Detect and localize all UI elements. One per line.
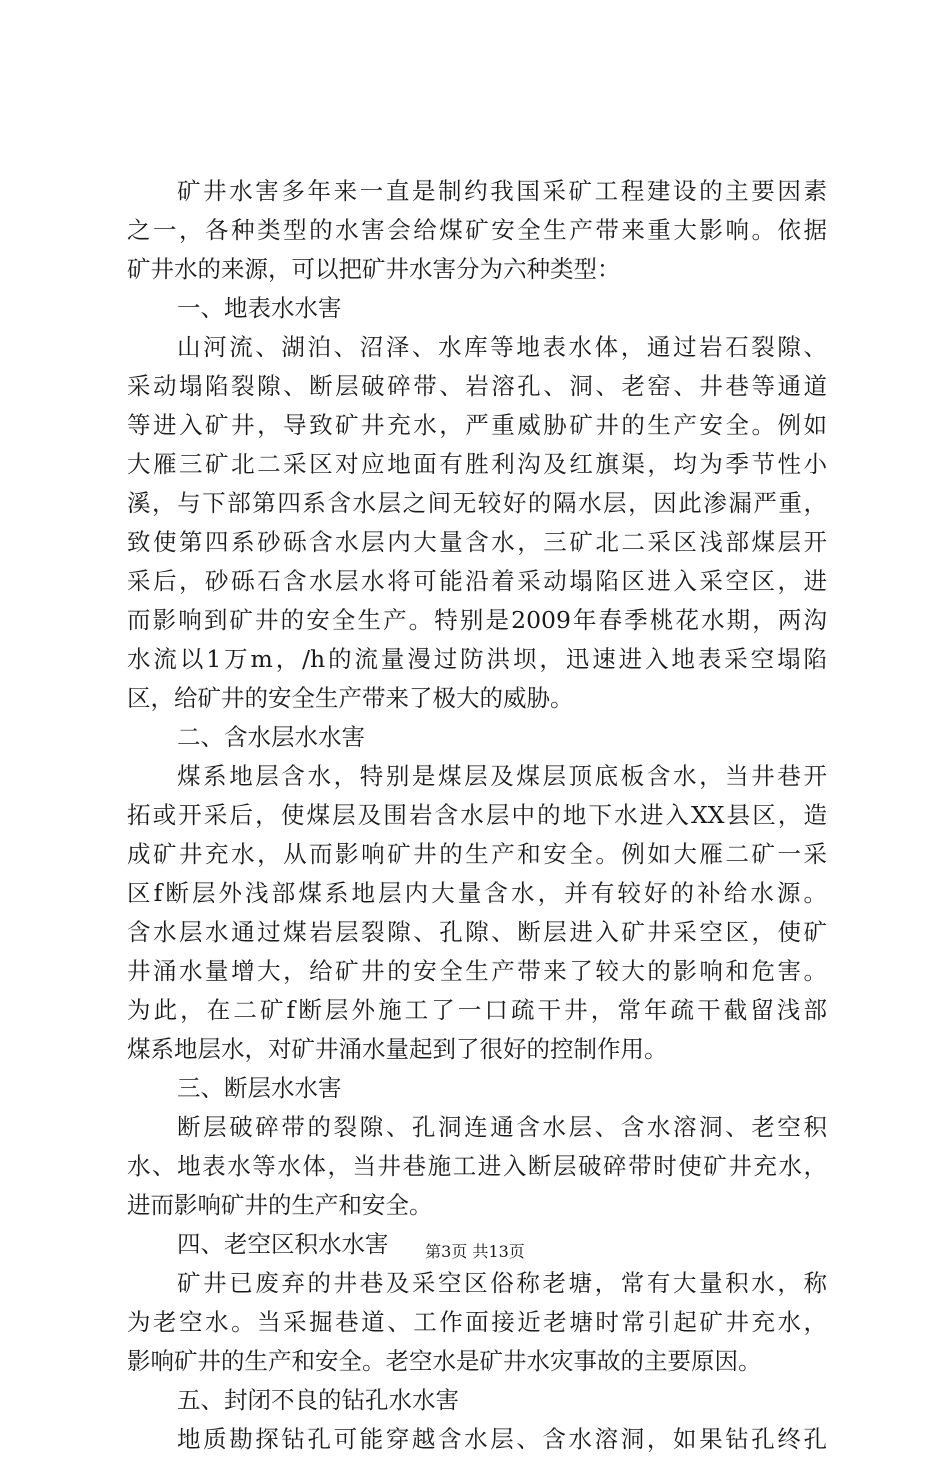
text-line: 之一，各种类型的水害会给煤矿安全生产带来重大影响。依据 xyxy=(127,216,827,244)
section-heading: 一、地表水水害 xyxy=(177,294,342,322)
text-line: 断层破碎带的裂隙、孔洞连通含水层、含水溶洞、老空积 xyxy=(177,1113,827,1141)
section-heading: 五、封闭不良的钻孔水水害 xyxy=(177,1386,459,1414)
text-line: 煤系地层水，对矿井涌水量起到了很好的控制作用。 xyxy=(127,1035,668,1063)
text-line: 矿井水害多年来一直是制约我国采矿工程建设的主要因素 xyxy=(177,177,827,205)
text-line: 为老空水。当采掘巷道、工作面接近老塘时常引起矿井充水， xyxy=(127,1308,827,1336)
text-line: 成矿井充水，从而影响矿井的生产和安全。例如大雁二矿一采 xyxy=(127,840,827,868)
text-line: 水流以1万m，/h的流量漫过防洪坝，迅速进入地表采空塌陷 xyxy=(127,645,827,673)
text-line: 而影响到矿井的安全生产。特别是2009年春季桃花水期，两沟 xyxy=(127,606,827,634)
text-line: 山河流、湖泊、沼泽、水库等地表水体，通过岩石裂隙、 xyxy=(177,333,827,361)
section-heading: 四、老空区积水水害 xyxy=(177,1230,389,1258)
text-line: 矿井水的来源，可以把矿井水害分为六种类型： xyxy=(127,255,621,283)
text-line: 致使第四系砂砾含水层内大量含水，三矿北二采区浅部煤层开 xyxy=(127,528,827,556)
text-line: 溪，与下部第四系含水层之间无较好的隔水层，因此渗漏严重， xyxy=(127,489,827,517)
text-line: 大雁三矿北二采区对应地面有胜利沟及红旗渠，均为季节性小 xyxy=(127,450,827,478)
text-line: 矿井已废弃的井巷及采空区俗称老塘，常有大量积水，称 xyxy=(177,1269,827,1297)
text-line: 煤系地层含水，特别是煤层及煤层顶底板含水，当井巷开 xyxy=(177,762,827,790)
page-footer: 第3页 共13页 xyxy=(425,1242,525,1261)
text-line: 进而影响矿井的生产和安全。 xyxy=(127,1191,433,1219)
section-heading: 二、含水层水水害 xyxy=(177,723,365,751)
document-body xyxy=(127,172,827,1459)
text-line: 区，给矿井的安全生产带来了极大的威胁。 xyxy=(127,684,574,712)
text-line: 水、地表水等水体，当井巷施工进入断层破碎带时使矿井充水， xyxy=(127,1152,827,1180)
text-line: 含水层水通过煤岩层裂隙、孔隙、断层进入矿井采空区，使矿 xyxy=(127,918,827,946)
text-line: 采后，砂砾石含水层水将可能沿着采动塌陷区进入采空区，进 xyxy=(127,567,827,595)
section-heading: 三、断层水水害 xyxy=(177,1074,342,1102)
text-line: 为此，在二矿f断层外施工了一口疏干井，常年疏干截留浅部 xyxy=(127,996,827,1024)
text-line: 影响矿井的生产和安全。老空水是矿井水灾事故的主要原因。 xyxy=(127,1347,762,1375)
text-line: 等进入矿井，导致矿井充水，严重威胁矿井的生产安全。例如 xyxy=(127,411,827,439)
text-line: 采动塌陷裂隙、断层破碎带、岩溶孔、洞、老窑、井巷等通道 xyxy=(127,372,827,400)
text-line: 地质勘探钻孔可能穿越含水层、含水溶洞，如果钻孔终孔 xyxy=(177,1425,827,1453)
text-line: 拓或开采后，使煤层及围岩含水层中的地下水进入XX县区，造 xyxy=(127,801,827,829)
text-line: 井涌水量增大，给矿井的安全生产带来了较大的影响和危害。 xyxy=(127,957,827,985)
text-line: 区f断层外浅部煤系地层内大量含水，并有较好的补给水源。 xyxy=(127,879,827,907)
